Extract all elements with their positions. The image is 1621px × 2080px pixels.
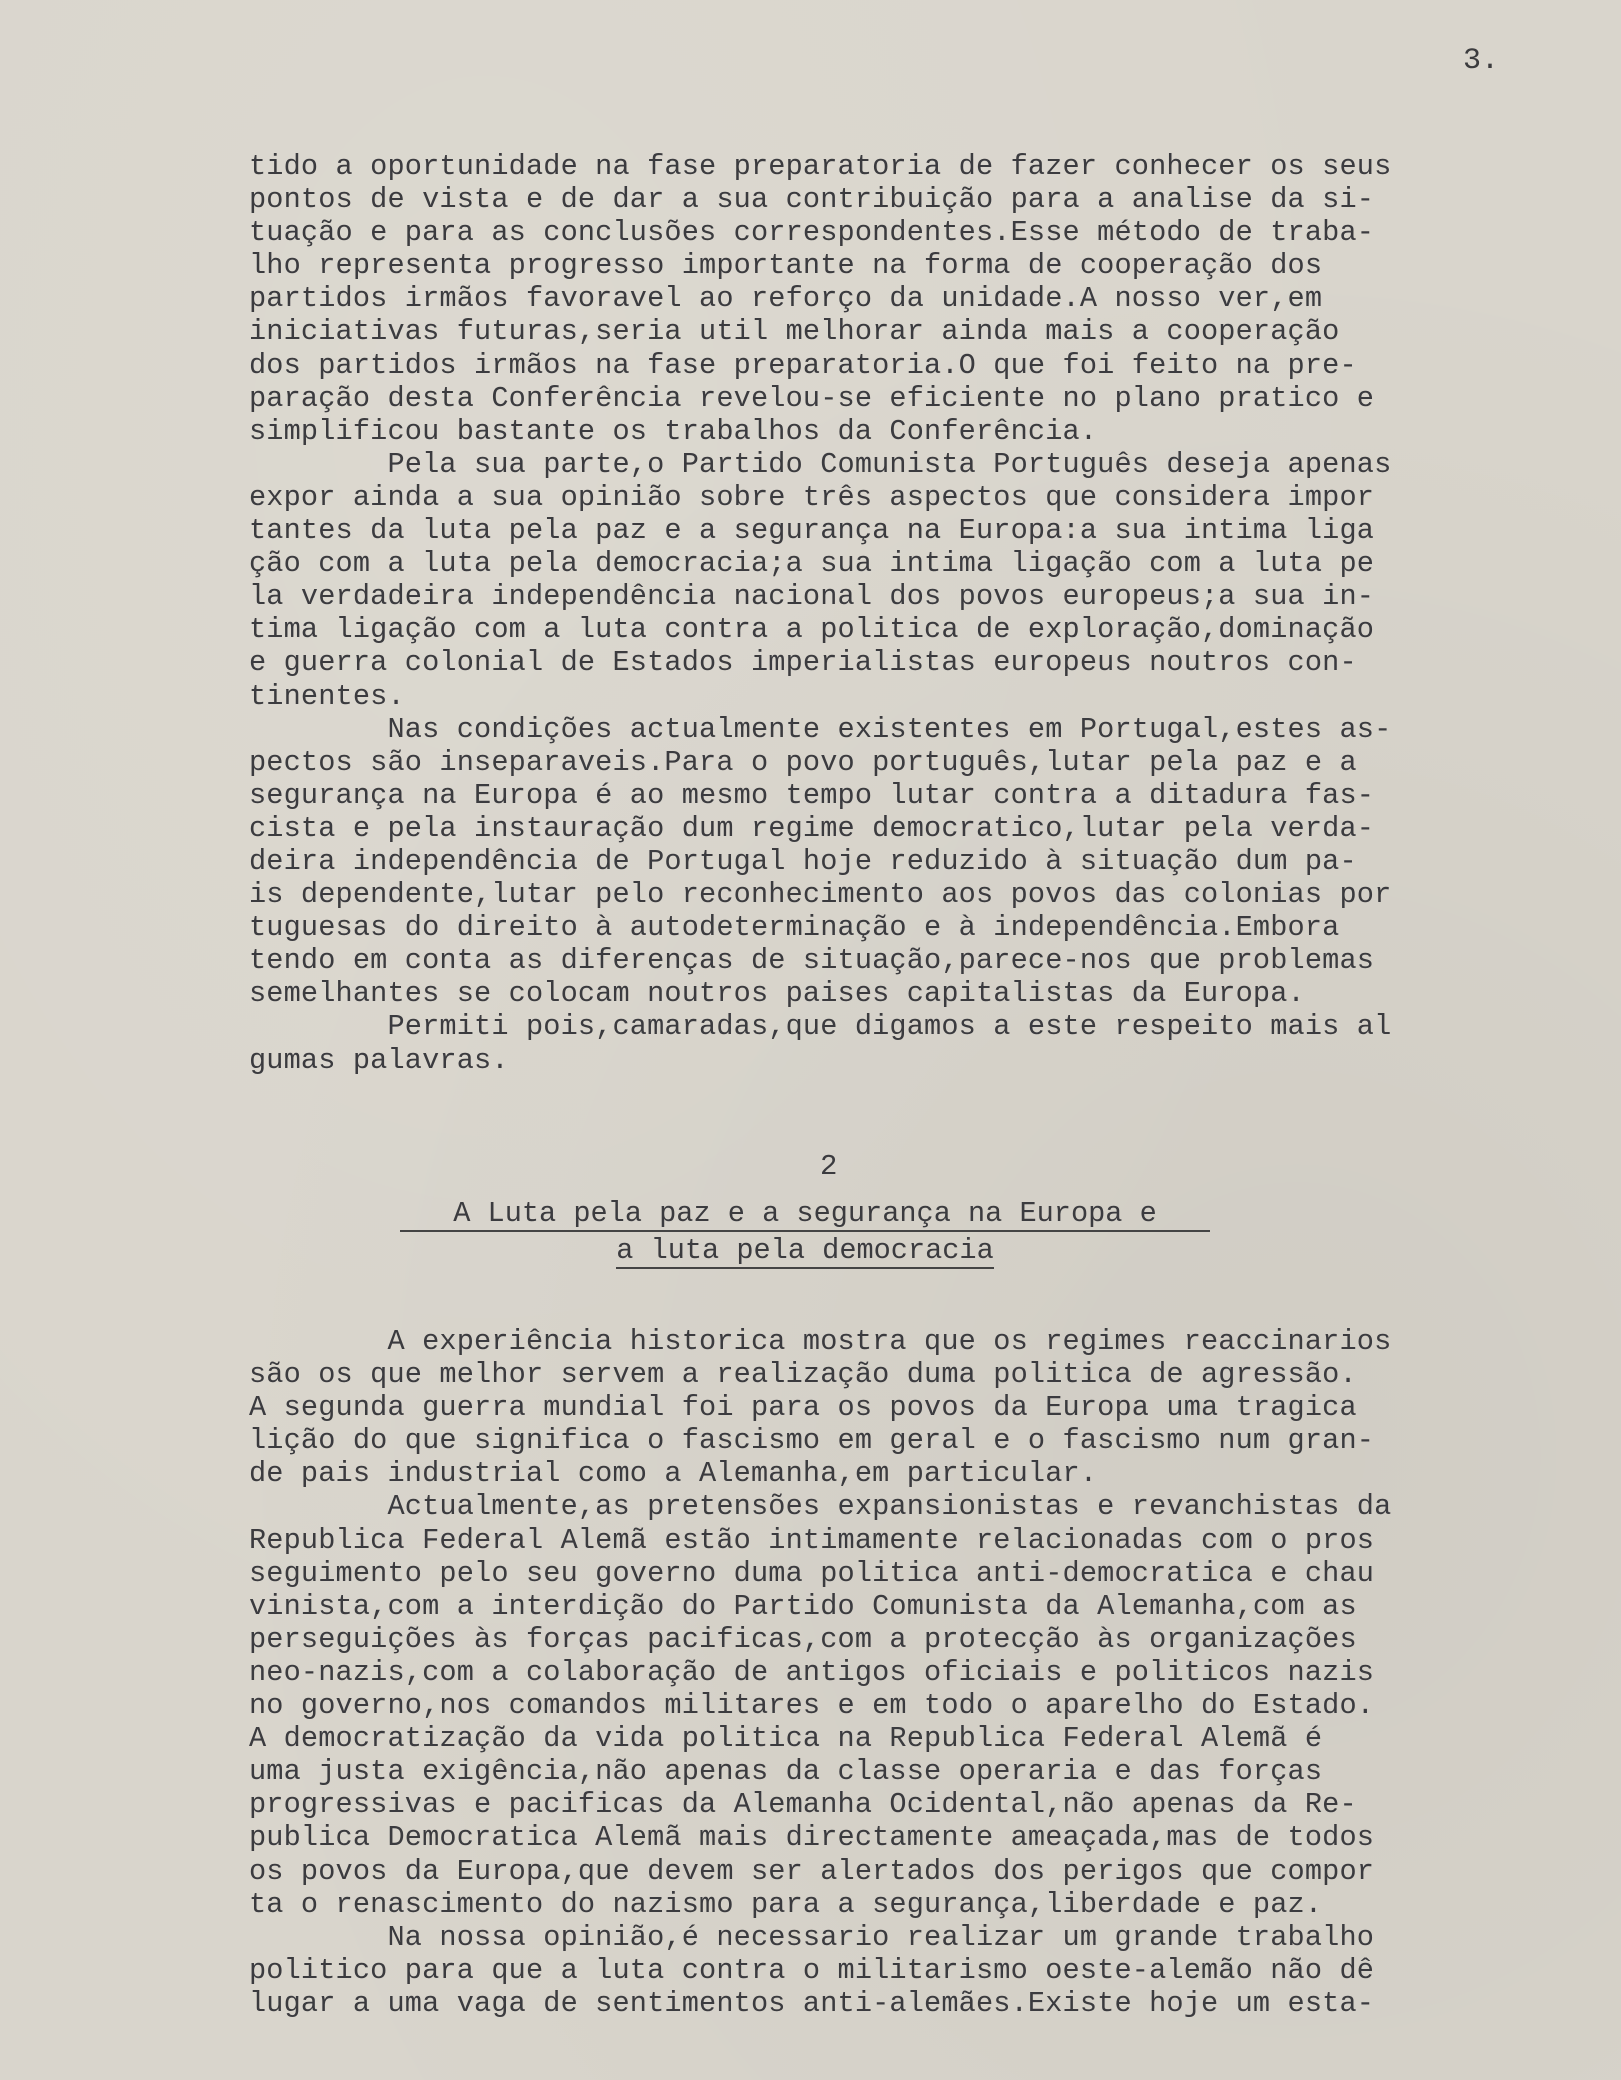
paragraph — [249, 448, 1549, 713]
text-line: seguimento pelo seu governo duma politica anti-democratica e chau — [249, 1556, 1375, 1590]
text-line: simplificou bastante os trabalhos da Conferência. — [249, 414, 1098, 448]
text-line: la verdadeira independência nacional dos povos europeus;a sua in- — [249, 580, 1375, 614]
paragraph — [249, 1010, 1549, 1076]
text-line: tendo em conta as diferenças de situação,parece-nos que problemas — [249, 944, 1375, 978]
text-line: expor ainda a sua opinião sobre três aspectos que considera impor — [249, 480, 1375, 514]
text-line: iniciativas futuras,seria util melhorar ainda mais a cooperação — [249, 315, 1340, 349]
text-line: progressivas e pacificas da Alemanha Ocidental,não apenas da Re- — [249, 1788, 1357, 1822]
text-line: os povos da Europa,que devem ser alertados dos perigos que compor — [249, 1854, 1375, 1888]
paragraph — [249, 1490, 1549, 1920]
paragraph — [249, 1921, 1549, 2020]
text-line: ção com a luta pela democracia;a sua intima ligação com a luta pe — [249, 547, 1375, 581]
section-title-line-1: A Luta pela paz e a segurança na Europa e — [400, 1197, 1210, 1232]
text-line: semelhantes se colocam noutros paises capitalistas da Europa. — [249, 977, 1305, 1011]
text-line: A experiência historica mostra que os regimes reaccinarios — [249, 1325, 1392, 1358]
body-text-top — [249, 150, 1549, 1077]
text-line: Republica Federal Alemã estão intimamente relacionadas com o pros — [249, 1523, 1375, 1557]
text-line: tuguesas do direito à autodeterminação e à independência.Embora — [249, 911, 1340, 945]
text-line: neo-nazis,com a colaboração de antigos oficiais e politicos nazis — [249, 1655, 1375, 1689]
text-line: Actualmente,as pretensões expansionistas e revanchistas da — [249, 1490, 1392, 1524]
text-line: tido a oportunidade na fase preparatoria de fazer conhecer os seus — [249, 150, 1392, 183]
text-line: perseguições às forças pacificas,com a protecção às organizações — [249, 1622, 1357, 1656]
text-line: lição do que significa o fascismo em geral e o fascismo num gran- — [249, 1424, 1375, 1458]
text-line: segurança na Europa é ao mesmo tempo lutar contra a ditadura fas- — [249, 778, 1375, 812]
text-line: dos partidos irmãos na fase preparatoria.O que foi feito na pre- — [249, 348, 1357, 382]
body-text-bottom — [249, 1325, 1549, 2020]
text-line: publica Democratica Alemã mais directamente ameaçada,mas de todos — [249, 1821, 1375, 1855]
paragraph — [249, 713, 1549, 1011]
text-line: Permiti pois,camaradas,que digamos a este respeito mais al — [249, 1010, 1392, 1044]
text-line: são os que melhor servem a realização duma politica de agressão. — [249, 1358, 1357, 1392]
section-title — [400, 1197, 1210, 1269]
text-line: tima ligação com a luta contra a politica de exploração,dominação — [249, 613, 1375, 647]
paragraph — [249, 1325, 1549, 1490]
text-line: paração desta Conferência revelou-se eficiente no plano pratico e — [249, 381, 1375, 415]
section-number: 2 — [820, 1150, 838, 1183]
page-number: 3. — [1463, 44, 1500, 78]
text-line: pectos são inseparaveis.Para o povo português,lutar pela paz e a — [249, 745, 1357, 779]
text-line: A democratização da vida politica na Republica Federal Alemã é — [249, 1722, 1323, 1756]
text-line: gumas palavras. — [249, 1043, 509, 1077]
text-line: ta o renascimento do nazismo para a segurança,liberdade e paz. — [249, 1887, 1323, 1921]
text-line: tinentes. — [249, 679, 405, 713]
text-line: A segunda guerra mundial foi para os povos da Europa uma tragica — [249, 1391, 1357, 1425]
text-line: uma justa exigência,não apenas da classe operaria e das forças — [249, 1755, 1323, 1789]
text-line: vinista,com a interdição do Partido Comunista da Alemanha,com as — [249, 1589, 1357, 1623]
text-line: no governo,nos comandos militares e em todo o aparelho do Estado. — [249, 1689, 1375, 1723]
text-line: tantes da luta pela paz e a segurança na Europa:a sua intima liga — [249, 514, 1375, 548]
text-line: politico para que a luta contra o militarismo oeste-alemão não dê — [249, 1953, 1375, 1987]
text-line: e guerra colonial de Estados imperialistas europeus noutros con- — [249, 646, 1357, 680]
section-title-line-2: a luta pela democracia — [616, 1234, 994, 1267]
text-line: Nas condições actualmente existentes em Portugal,estes as- — [249, 712, 1392, 746]
paragraph — [249, 150, 1549, 448]
text-line: Na nossa opinião,é necessario realizar um grande trabalho — [249, 1920, 1375, 1954]
text-line: is dependente,lutar pelo reconhecimento aos povos das colonias por — [249, 878, 1392, 912]
text-line: partidos irmãos favoravel ao reforço da unidade.A nosso ver,em — [249, 282, 1323, 316]
text-line: pontos de vista e de dar a sua contribuição para a analise da si- — [249, 183, 1375, 217]
text-line: de pais industrial como a Alemanha,em particular. — [249, 1457, 1098, 1491]
text-line: lugar a uma vaga de sentimentos anti-alemães.Existe hoje um esta- — [249, 1986, 1375, 2020]
text-line: deira independência de Portugal hoje reduzido à situação dum pa- — [249, 844, 1357, 878]
text-line: cista e pela instauração dum regime democratico,lutar pela verda- — [249, 811, 1375, 845]
text-line: tuação e para as conclusões correspondentes.Esse método de traba- — [249, 216, 1375, 250]
text-line: lho representa progresso importante na forma de cooperação dos — [249, 249, 1323, 283]
text-line: Pela sua parte,o Partido Comunista Português deseja apenas — [249, 447, 1392, 481]
